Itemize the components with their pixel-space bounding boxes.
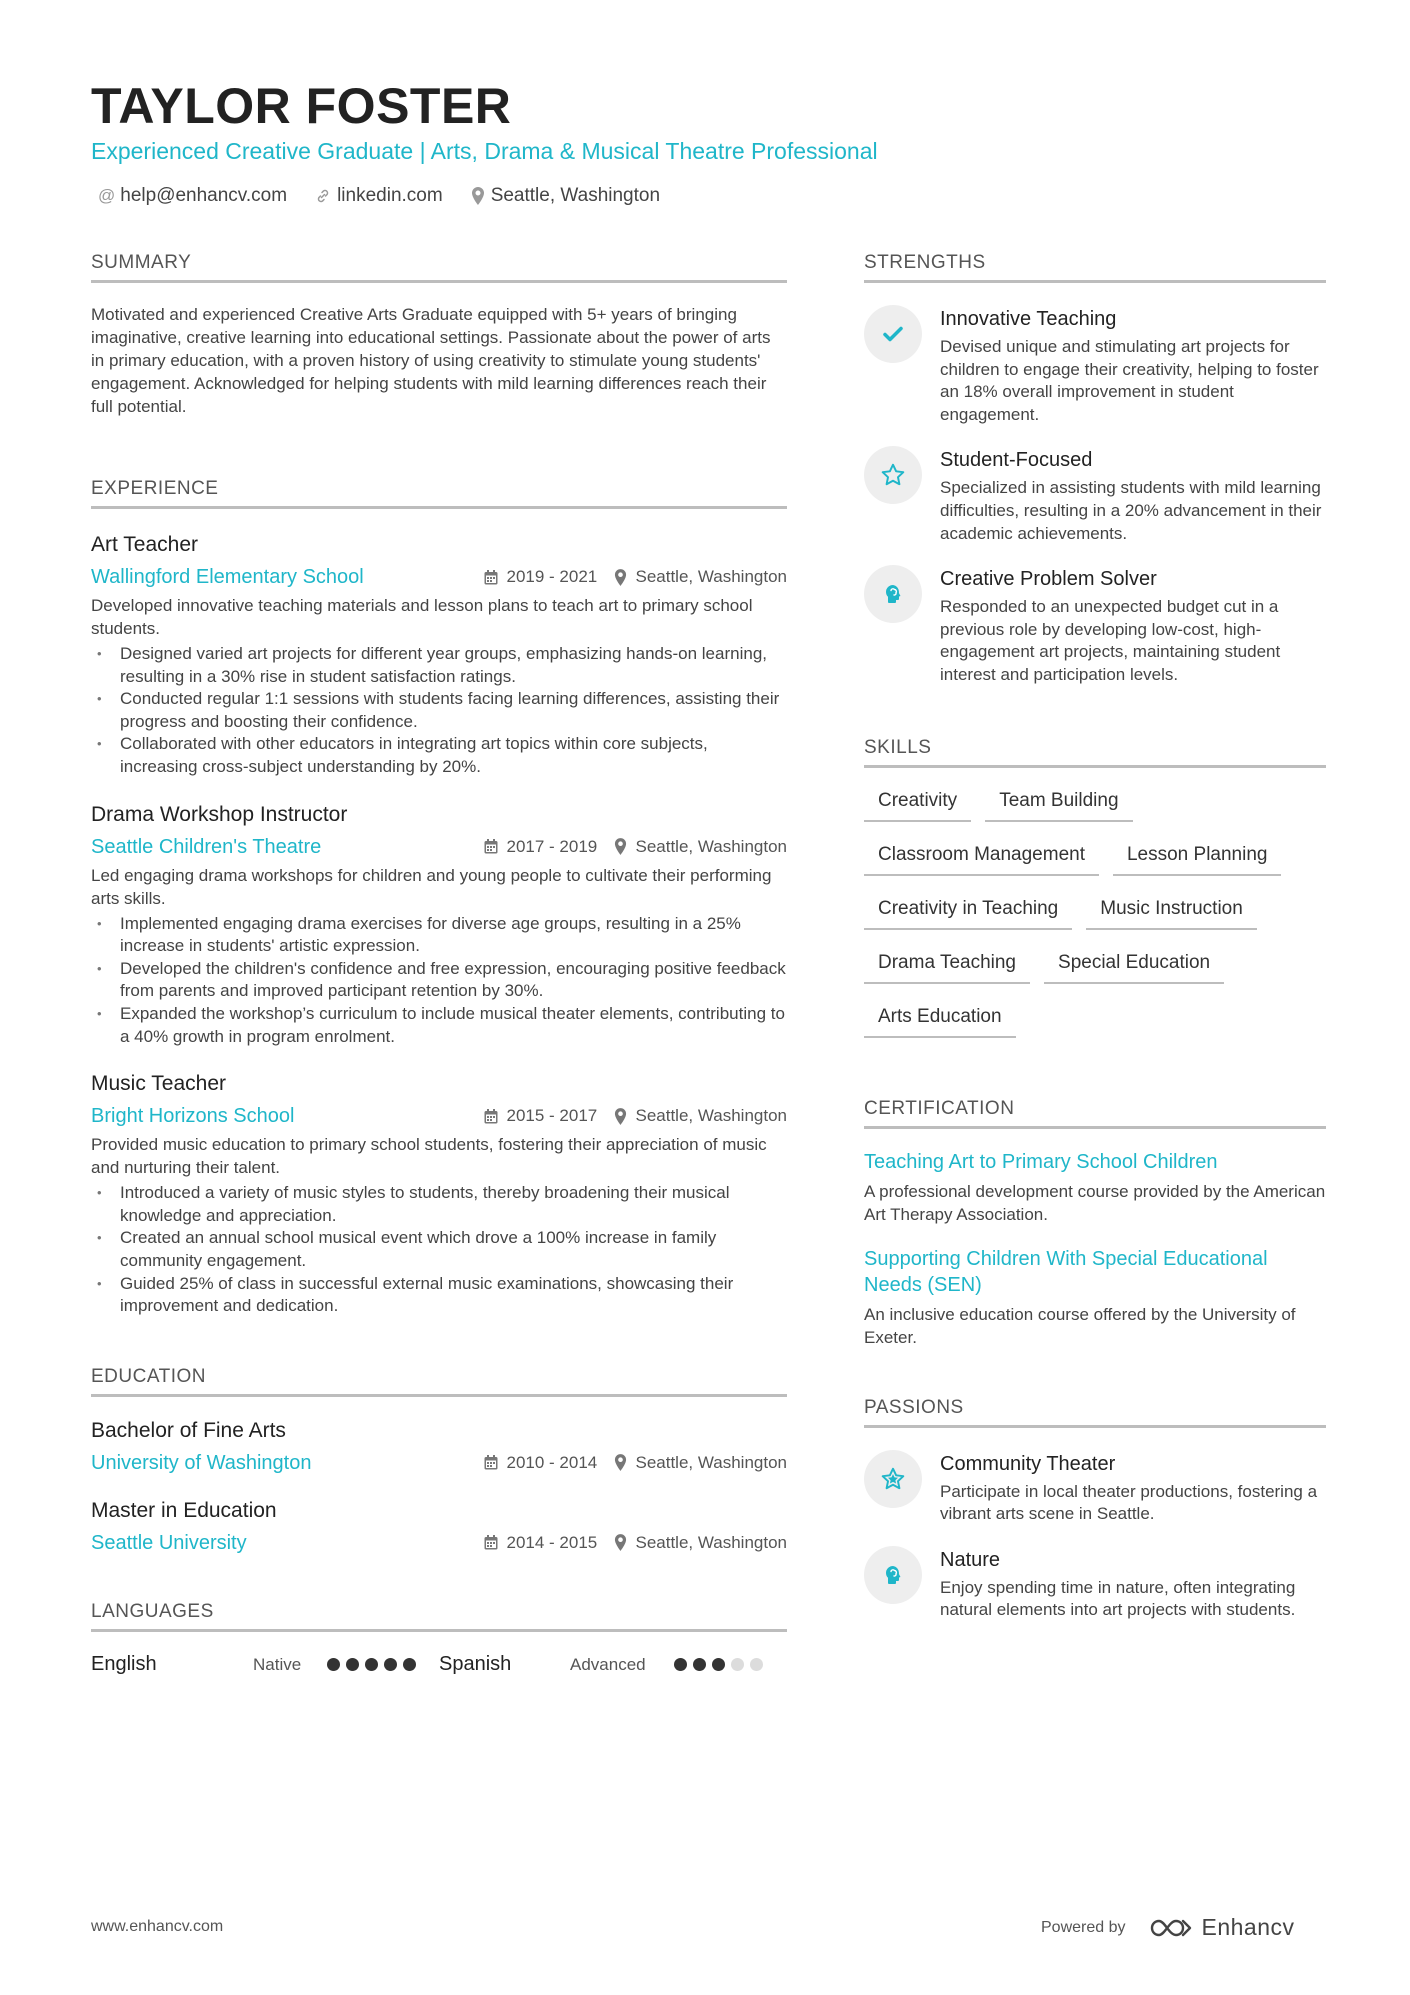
experience-section — [91, 476, 787, 1318]
edu-location: Seattle, Washington — [635, 1452, 787, 1472]
job-description: Provided music education to primary school students, fostering their appreciation of music and nurturing their talent. — [91, 1135, 767, 1178]
job-bullets — [91, 643, 787, 779]
job-location: Seattle, Washington — [635, 567, 787, 586]
experience-item — [91, 801, 787, 1049]
calendar-icon — [484, 1535, 498, 1550]
strength-item — [864, 565, 1326, 686]
school-name: Seattle University — [91, 1531, 247, 1554]
edu-dates: 2010 - 2014 — [506, 1452, 598, 1472]
education-section — [91, 1364, 787, 1557]
calendar-icon — [484, 839, 498, 854]
star-badge-icon — [864, 1450, 922, 1508]
job-title: Music Teacher — [91, 1072, 227, 1096]
skills-list — [864, 782, 1326, 1052]
education-item — [91, 1417, 787, 1477]
degree-title: Bachelor of Fine Arts — [91, 1418, 286, 1442]
proficiency-dot-filled — [327, 1658, 340, 1671]
strengths-heading: STRENGTHS — [864, 250, 1326, 283]
bullet-item: • Guided 25% of class in successful external music examinations, showcasing their improvement and dedication. — [91, 1273, 787, 1318]
proficiency-dot-filled — [693, 1658, 706, 1671]
company-name: Bright Horizons School — [91, 1105, 295, 1128]
language-level: Native — [253, 1654, 302, 1674]
job-description: Led engaging drama workshops for children and young people to cultivate their performing arts skills. — [91, 865, 772, 908]
passion-item — [864, 1546, 1326, 1622]
passion-title: Nature — [940, 1548, 1001, 1571]
brain-icon — [864, 1546, 922, 1604]
left-column — [91, 250, 787, 1680]
languages-heading: LANGUAGES — [91, 1599, 787, 1632]
passion-description: Participate in local theater productions, fostering a vibrant arts scene in Seattle. — [940, 1481, 1318, 1524]
proficiency-dots — [327, 1658, 422, 1671]
map-pin-icon — [614, 838, 627, 855]
summary-heading: SUMMARY — [91, 250, 787, 283]
proficiency-dot-filled — [365, 1658, 378, 1671]
bullet-item: • Introduced a variety of music styles to students, thereby broadening their musical knowledge and appreciation. — [91, 1182, 787, 1227]
strength-item — [864, 446, 1326, 545]
brand-logo[interactable] — [1148, 1914, 1295, 1941]
map-pin-icon — [614, 569, 627, 586]
edu-dates: 2014 - 2015 — [506, 1532, 598, 1552]
certification-item — [864, 1149, 1326, 1226]
contact-bar — [98, 183, 688, 209]
certification-title: Supporting Children With Special Educational Needs (SEN) — [864, 1247, 1268, 1296]
job-title: Drama Workshop Instructor — [91, 802, 348, 826]
star-icon — [864, 446, 922, 504]
language-name: English — [91, 1653, 157, 1676]
passions-section — [864, 1395, 1326, 1622]
calendar-icon — [484, 570, 498, 585]
map-pin-icon — [614, 1454, 627, 1471]
experience-heading: EXPERIENCE — [91, 476, 787, 509]
map-pin-icon — [614, 1108, 627, 1125]
bullet-item: • Developed the children's confidence and free expression, encouraging positive feedback from parents and improved participant retention by 30%. — [91, 958, 787, 1003]
job-dates: 2019 - 2021 — [506, 567, 598, 586]
passion-description: Enjoy spending time in nature, often integrating natural elements into art projects with students. — [940, 1577, 1296, 1620]
degree-title: Master in Education — [91, 1498, 277, 1522]
brain-icon — [864, 565, 922, 623]
footer-branding — [1041, 1914, 1295, 1941]
passions-heading: PASSIONS — [864, 1395, 1326, 1428]
map-pin-icon — [614, 1534, 627, 1551]
summary-section — [91, 250, 787, 418]
education-item — [91, 1497, 787, 1557]
bullet-item: • Conducted regular 1:1 sessions with students facing learning differences, assisting their progress and boosting their confidence. — [91, 688, 787, 733]
company-name: Wallingford Elementary School — [91, 566, 364, 588]
language-item — [439, 1653, 787, 1676]
skill-tag: Music Instruction — [1086, 890, 1257, 930]
skill-tag: Special Education — [1044, 944, 1224, 984]
proficiency-dot-filled — [712, 1658, 725, 1671]
job-bullets — [91, 913, 787, 1049]
certification-section — [864, 1096, 1326, 1349]
certification-description: A professional development course provided by the American Art Therapy Association. — [864, 1181, 1326, 1224]
contact-location — [471, 183, 660, 209]
language-name: Spanish — [439, 1653, 512, 1676]
calendar-icon — [484, 1109, 498, 1124]
headline: Experienced Creative Graduate | Arts, Drama & Musical Theatre Professional — [91, 138, 878, 164]
bullet-item: • Created an annual school musical event which drove a 100% increase in family community engagement. — [91, 1227, 787, 1272]
certification-heading: CERTIFICATION — [864, 1096, 1326, 1129]
languages-section — [91, 1599, 787, 1680]
bullet-item: • Implemented engaging drama exercises for diverse age groups, resulting in a 25% increase in students' artistic expression. — [91, 913, 787, 958]
strength-title: Student-Focused — [940, 449, 1093, 472]
strength-title: Innovative Teaching — [940, 308, 1117, 330]
proficiency-dots — [674, 1658, 769, 1671]
enhancv-logo-icon — [1148, 1916, 1194, 1940]
job-dates: 2017 - 2019 — [506, 836, 598, 856]
at-icon: @ — [98, 186, 116, 205]
footer-website[interactable]: www.enhancv.com — [91, 1918, 224, 1935]
certification-description: An inclusive education course offered by the University of Exeter. — [864, 1304, 1296, 1347]
job-location: Seattle, Washington — [635, 1106, 787, 1126]
skills-section — [864, 735, 1326, 1052]
skills-heading: SKILLS — [864, 735, 1326, 768]
language-item — [91, 1653, 439, 1676]
skill-tag: Team Building — [985, 782, 1132, 822]
certification-title: Teaching Art to Primary School Children — [864, 1150, 1218, 1173]
right-column — [864, 250, 1326, 1622]
job-bullets — [91, 1182, 787, 1318]
proficiency-dot-filled — [674, 1658, 687, 1671]
calendar-icon — [484, 1455, 498, 1470]
summary-text: Motivated and experienced Creative Arts Graduate equipped with 5+ years of bringing imaginative, creative learning into educational settings. Passionate about the power of arts in primary education, with a proven history of using creativity to stimulate young students' engagement. Acknowledged for helping students with mild learning differences reach their full potential. — [91, 305, 771, 416]
school-name: University of Washington — [91, 1451, 312, 1474]
passion-item — [864, 1450, 1326, 1526]
proficiency-dot-empty — [750, 1658, 763, 1671]
skill-tag: Creativity — [864, 782, 971, 822]
map-pin-icon — [471, 187, 485, 205]
strength-description: Devised unique and stimulating art projects for children to engage their creativity, helping to foster an 18% overall improvement in student engagement. — [940, 337, 1319, 424]
job-dates: 2015 - 2017 — [506, 1106, 598, 1126]
skill-tag: Drama Teaching — [864, 944, 1030, 984]
strength-item — [864, 305, 1326, 426]
job-title: Art Teacher — [91, 533, 198, 556]
job-description: Developed innovative teaching materials and lesson plans to teach art to primary school students. — [91, 596, 753, 638]
link-icon — [315, 188, 331, 204]
check-icon — [864, 305, 922, 363]
linkedin-text: linkedin.com — [337, 185, 443, 206]
strength-title: Creative Problem Solver — [940, 568, 1157, 591]
strengths-section — [864, 250, 1326, 687]
skill-tag: Classroom Management — [864, 836, 1099, 876]
proficiency-dot-filled — [384, 1658, 397, 1671]
strength-description: Responded to an unexpected budget cut in a previous role by developing low-cost, high-engagement art projects, maintaining student interest and participation levels. — [940, 597, 1281, 684]
proficiency-dot-empty — [731, 1658, 744, 1671]
contact-linkedin[interactable] — [315, 183, 443, 209]
edu-location: Seattle, Washington — [635, 1532, 787, 1552]
skill-tag: Arts Education — [864, 998, 1016, 1038]
powered-by-label: Powered by — [1041, 1918, 1126, 1936]
language-level: Advanced — [570, 1654, 646, 1674]
bullet-item: • Expanded the workshop’s curriculum to include musical theater elements, contributing to a 40% growth in program enrolment. — [91, 1003, 787, 1048]
skill-tag: Creativity in Teaching — [864, 890, 1072, 930]
proficiency-dot-filled — [403, 1658, 416, 1671]
contact-email[interactable] — [98, 183, 287, 209]
certification-item — [864, 1246, 1326, 1349]
email-text: help@enhancv.com — [120, 185, 288, 206]
experience-item — [91, 1070, 787, 1318]
education-heading: EDUCATION — [91, 1364, 787, 1397]
proficiency-dot-filled — [346, 1658, 359, 1671]
passion-title: Community Theater — [940, 1452, 1116, 1475]
company-name: Seattle Children's Theatre — [91, 835, 322, 858]
bullet-item: • Designed varied art projects for different year groups, emphasizing hands-on learning, resulting in a 30% rise in student satisfaction ratings. — [91, 643, 787, 688]
bullet-item: • Collaborated with other educators in integrating art topics within core subjects, increasing cross-subject understanding by 20%. — [91, 733, 787, 778]
brand-name: Enhancv — [1201, 1914, 1295, 1940]
candidate-name: TAYLOR FOSTER — [91, 78, 512, 134]
strength-description: Specialized in assisting students with mild learning difficulties, resulting in a 20% advancement in their academic achievements. — [940, 478, 1322, 543]
experience-item — [91, 531, 787, 779]
skill-tag: Lesson Planning — [1113, 836, 1282, 876]
location-text: Seattle, Washington — [490, 185, 661, 206]
job-location: Seattle, Washington — [635, 836, 787, 856]
